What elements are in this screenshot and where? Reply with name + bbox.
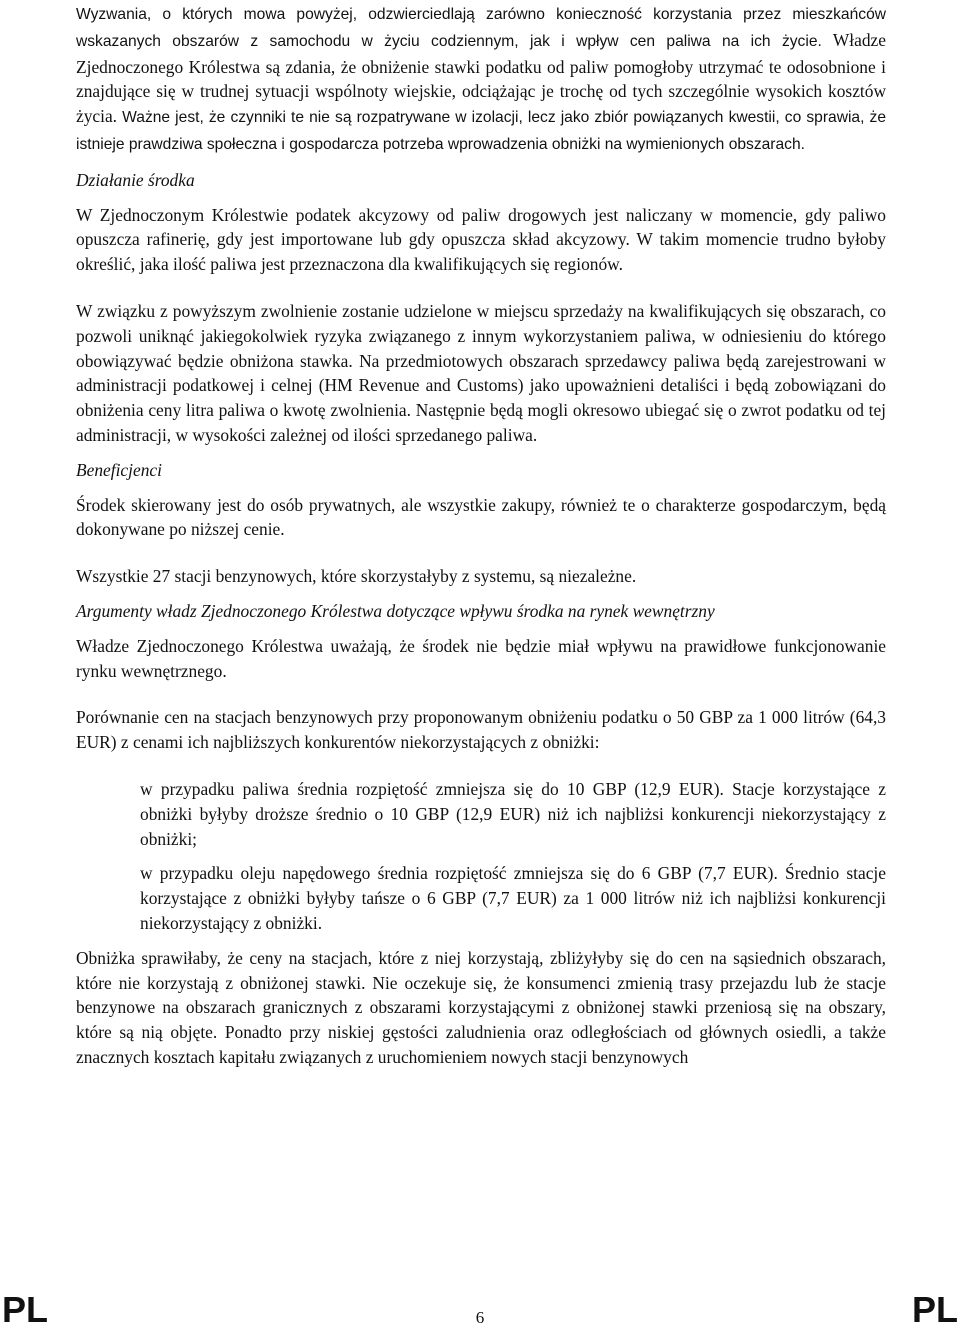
paragraph-excise-duty: W Zjednoczonym Królestwie podatek akcyzowy od paliw drogowych jest naliczany w momencie, gdy paliwo opuszcza rafinerię, gdy jest importowane lub gdy opuszcza skład akcyzowy. W takim momencie trudno byłoby określić, jaka ilość paliwa jest przeznaczona dla kwalifikujących się regionów. [76,204,886,275]
section-heading-arguments: Argumenty władz Zjednoczonego Królestwa dotyczące wpływu środka na rynek wewnętrzny [76,600,715,621]
paragraph-exemption: W związku z powyższym zwolnienie zostanie udzielone w miejscu sprzedaży na kwalifikujących się obszarach, co pozwoli uniknąć jakiegokolwiek ryzyka związanego z innym wykorzystaniem paliwa, w odniesieniu do którego obowiązywać będzie obniżona stawka. Na przedmiotowych obszarach sprzedawcy paliwa będą zarejestrowani w administracji podatkowej i celnej (HM Revenue and Customs) jako upoważnieni detaliści i będą zobowiązani do obniżenia ceny litra paliwa o kwotę zwolnienia. Następnie będą mogli okresowo ubiegać się o zwrot podatku od tej administracji, w wysokości zależnej od ilości sprzedanego paliwa. [76,300,886,445]
paragraph-internal-market: Władze Zjednoczonego Królestwa uważają, że środek nie będzie miał wpływu na prawidłowe funkcjonowanie rynku wewnętrznego. [76,635,886,681]
language-code-right: PL [911,1289,958,1330]
section-heading-operation: Działanie środka [76,169,195,190]
paragraph-price-convergence: Obniżka sprawiłaby, że ceny na stacjach, które z niej korzystają, zbliżyłyby się do cen na sąsiednich obszarach, które nie korzystają z obniżonej stawki. Nie oczekuje się, że konsumenci zmienią trasy przejazdu lub że stacje benzynowe na obszarach granicznych z obszarami korzystającymi z obniżonej stawki przeniosą się na obszary, które są nią objęte. Ponadto przy niskiej gęstości zaludnienia oraz odległościach od głównych osiedli, a także znacznych kosztach kapitału związanych z uruchomieniem nowych stacji benzynowych [76,947,886,1067]
paragraph-challenges [76,0,886,158]
section-heading-beneficiaries: Beneficjenci [76,459,162,480]
paragraph-stations: Wszystkie 27 stacji benzynowych, które skorzystałyby z systemu, są niezależne. [76,566,637,587]
document-page [76,0,886,1070]
paragraph-price-comparison: Porównanie cen na stacjach benzynowych przy proponowanym obniżeniu podatku o 50 GBP za 1 000 litrów (64,3 EUR) z cenami ich najbliższych konkurentów niekorzystających z obniżki: [76,707,886,753]
paragraph-challenges-tail: Ważne jest, że czynniki te nie są rozpatrywane w izolacji, lecz jako zbiór powiązanych kwestii, co sprawia, że istnieje prawdziwa społeczna i gospodarcza potrzeba wprowadzenia obniżki na wymienionych obszarach. [76,109,886,153]
paragraph-challenges-sans: Wyzwania, o których mowa powyżej, odzwierciedlają zarówno konieczność korzystania przez mieszkańców wskazanych obszarów z samochodu w życiu codziennym, jak i wpływ cen paliwa na ich życie. [76,6,886,50]
list-item-diesel: w przypadku oleju napędowego średnia rozpiętość zmniejsza się do 6 GBP (7,7 EUR). Średnio stacje korzystające z obniżki byłyby tańsze o 6 GBP (7,7 EUR) za 1 000 litrów niż ich najbliżsi konkurencji niekorzystający z obniżki. [140,863,886,933]
paragraph-challenges-serif: Władze Zjednoczonego Królestwa są zdania, że obniżenie stawki podatku od paliw pomogłoby utrzymać te odosobnione i znajdujące się w trudnej sytuacji wspólnoty wiejskie, odciążając je trochę od tych szczególnie wysokich kosztów życia. [76,29,886,127]
page-footer [0,1290,960,1330]
language-code-left: PL [2,1289,49,1330]
page-number: 6 [475,1308,485,1327]
list-item-petrol: w przypadku paliwa średnia rozpiętość zmniejsza się do 10 GBP (12,9 EUR). Stacje korzystające z obniżki byłyby droższe średnio o 10 GBP (12,9 EUR) niż ich najbliżsi konkurencji niekorzystający z obniżki; [140,778,886,849]
paragraph-private-persons: Środek skierowany jest do osób prywatnych, ale wszystkie zakupy, również te o charakterze gospodarczym, będą dokonywane po niższej cenie. [76,494,886,540]
